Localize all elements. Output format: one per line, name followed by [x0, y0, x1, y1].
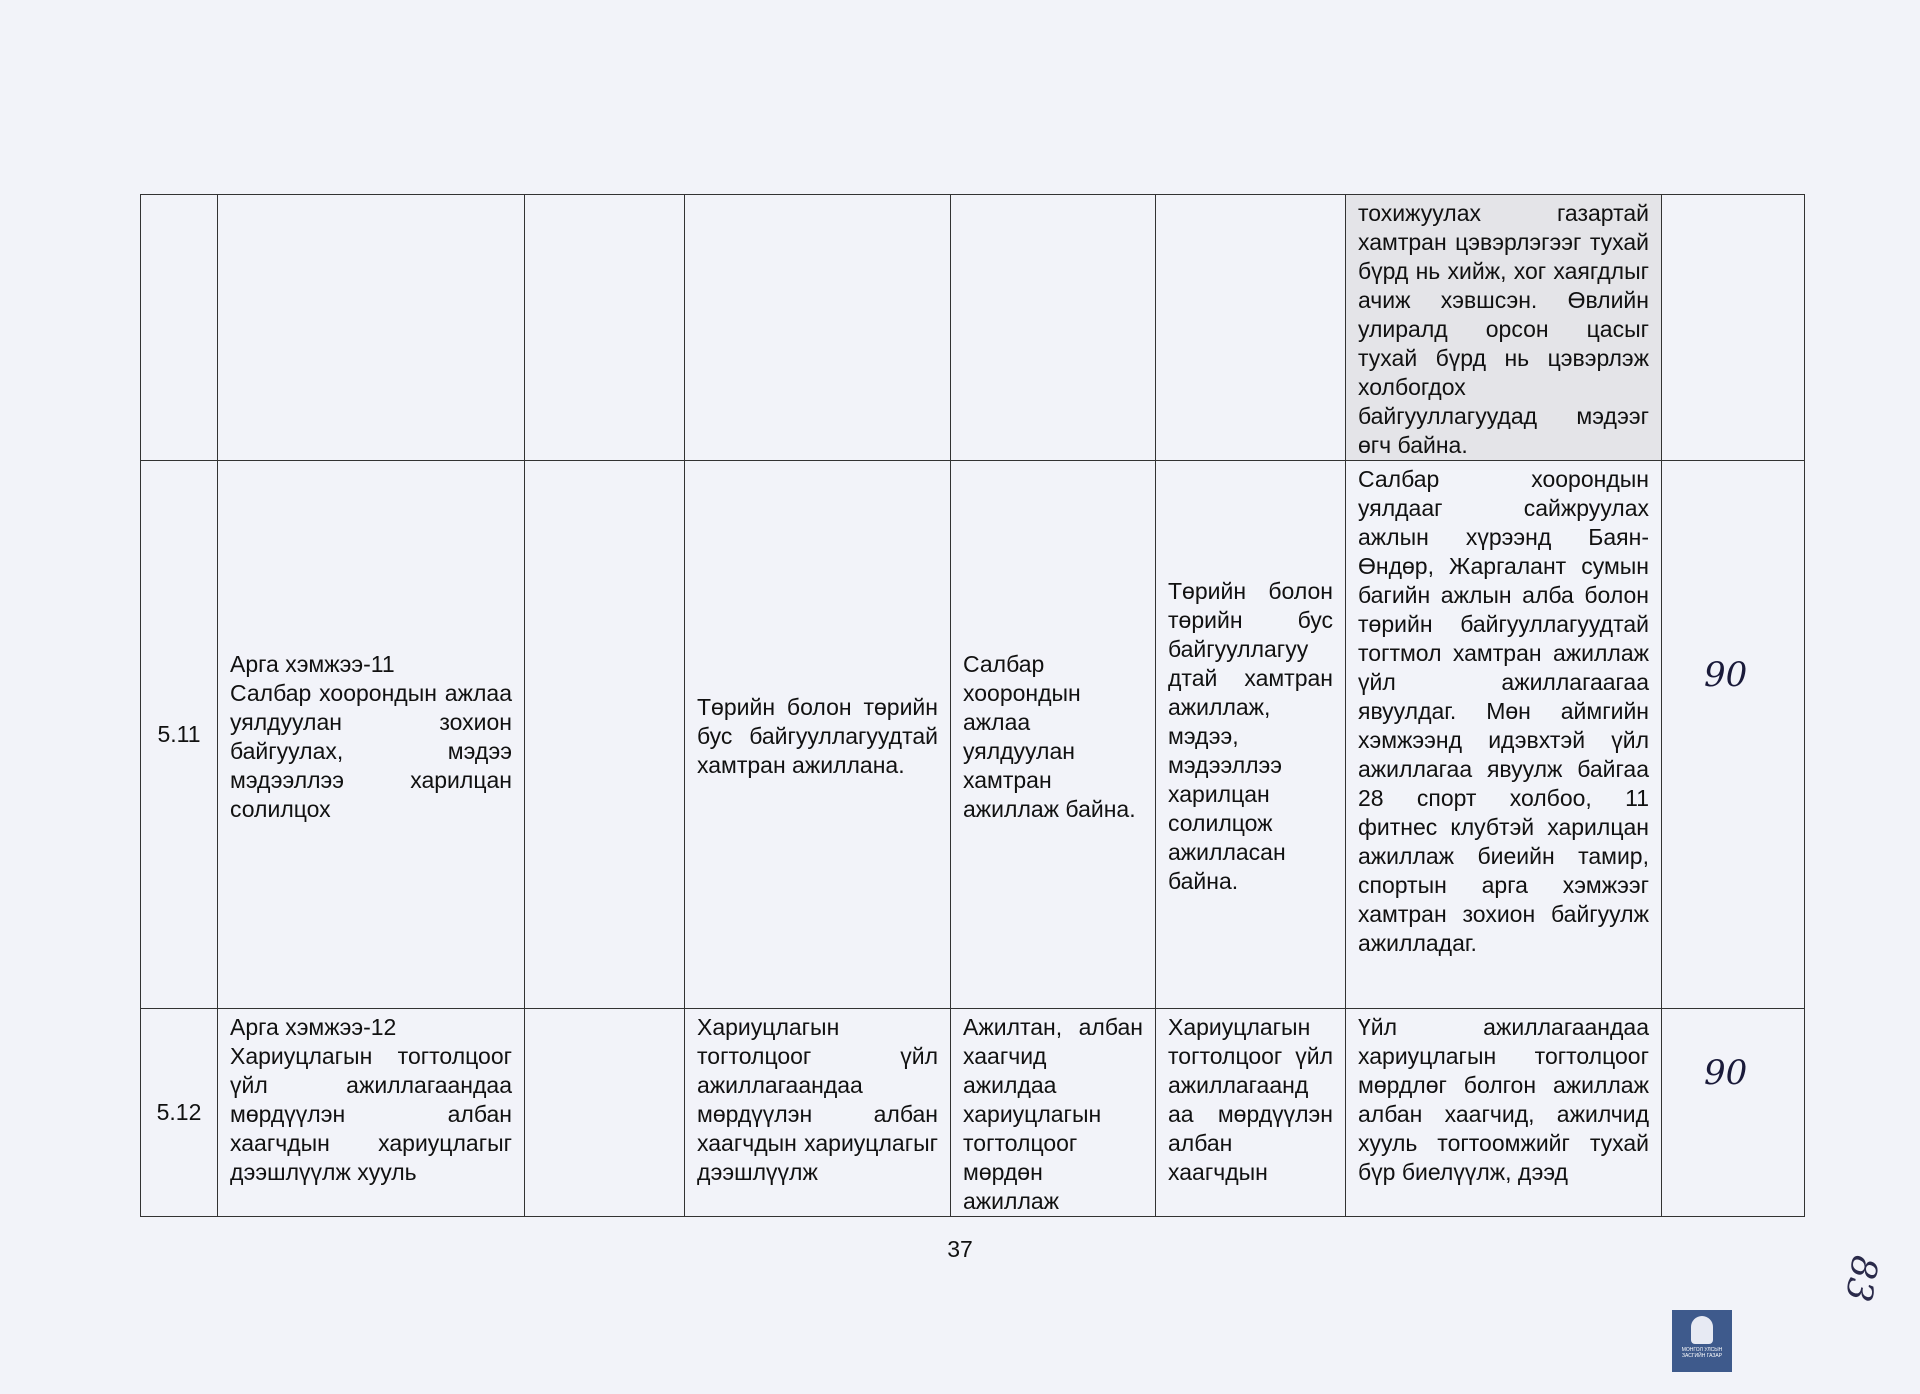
score-cell	[1662, 195, 1805, 461]
row-number	[141, 195, 218, 461]
goal-cell	[685, 195, 951, 461]
seal-line-1: МОНГОЛ УЛСЫН	[1681, 1347, 1723, 1353]
table-row	[141, 461, 1805, 1009]
expected-cell	[951, 195, 1156, 461]
report-cell: тохижуулах газартай хамтран цэвэрлэгээг тухай бүрд нь хийж, хог хаягдлыг ачиж хэвшсэн. Өвлийн улиралд орсон цасыг тухай бүрд нь цэвэрлэж холбогдох байгууллагуудад мэдээг өгч байна.	[1346, 195, 1662, 461]
goal-cell: Төрийн болон төрийн бус байгууллагуудтай хамтран ажиллана.	[685, 461, 951, 1009]
measure-cell: Арга хэмжээ-11 Салбар хоорондын ажлаа уялдуулан зохион байгуулах, мэдээ мэдээллээ харилцан солилцох	[218, 461, 525, 1009]
result-cell	[1156, 195, 1346, 461]
score-cell	[1662, 461, 1805, 1009]
table-row	[141, 195, 1805, 461]
handwritten-folio-mark: 83	[1836, 1252, 1886, 1305]
table-row	[141, 1009, 1805, 1217]
result-cell: Төрийн болон төрийн бус байгууллагуу дтай хамтран ажиллаж, мэдээ, мэдээллээ харилцан солилцож ажилласан байна.	[1156, 461, 1346, 1009]
report-cell: Салбар хоорондын уялдааг сайжруулах ажлын хүрээнд Баян-Өндөр, Жаргалант сумын багийн ажлын алба болон төрийн байгууллагуудтай тогтмол хамтран ажиллаж үйл ажиллагаагаа явуулдаг. Мөн аймгийн хэмжээнд идэвхтэй үйл ажиллагаа явуулж байгаа 28 спорт холбоо, 11 фитнес клубтэй харилцан ажиллаж биеийн тамир, спортын арга хэмжээг хамтран зохион байгуулж ажилладаг.	[1346, 461, 1662, 1009]
col3-cell	[525, 195, 685, 461]
score-cell	[1662, 1009, 1805, 1217]
row-number: 5.11	[141, 461, 218, 1009]
expected-cell: Салбар хоорондын ажлаа уялдуулан хамтран ажиллаж байна.	[951, 461, 1156, 1009]
score-handwritten: 90	[1704, 655, 1748, 695]
report-table	[140, 194, 1805, 1217]
seal-line-2: ЗАСГИЙН ГАЗАР	[1681, 1353, 1723, 1359]
col3-cell	[525, 461, 685, 1009]
score-handwritten: 90	[1704, 1053, 1748, 1093]
goal-cell: Хариуцлагын тогтолцоог үйл ажиллагаандаа мөрдүүлэн албан хаагчдын хариуцлагыг дээшлүүлж	[685, 1009, 951, 1217]
col3-cell	[525, 1009, 685, 1217]
report-cell: Үйл ажиллагаандаа хариуцлагын тогтолцоог мөрдлөг болгон ажиллаж албан хаагчид, ажилчид хууль тогтоомжийг тухай бүр биелүүлж, дээд	[1346, 1009, 1662, 1217]
row-number: 5.12	[141, 1009, 218, 1217]
measure-cell	[218, 195, 525, 461]
result-cell: Хариуцлагын тогтолцоог үйл ажиллагаанд аа мөрдүүлэн албан хаагчдын	[1156, 1009, 1346, 1217]
measure-cell: Арга хэмжээ-12 Хариуцлагын тогтолцоог үйл ажиллагаандаа мөрдүүлэн албан хаагчдын хариуцлагыг дээшлүүлж хууль	[218, 1009, 525, 1217]
government-seal-logo	[1672, 1310, 1732, 1372]
expected-cell: Ажилтан, албан хаагчид ажилдаа хариуцлагын тогтолцоог мөрдөн ажиллаж	[951, 1009, 1156, 1217]
soyombo-emblem-icon	[1691, 1316, 1713, 1344]
page-number: 37	[947, 1236, 973, 1262]
